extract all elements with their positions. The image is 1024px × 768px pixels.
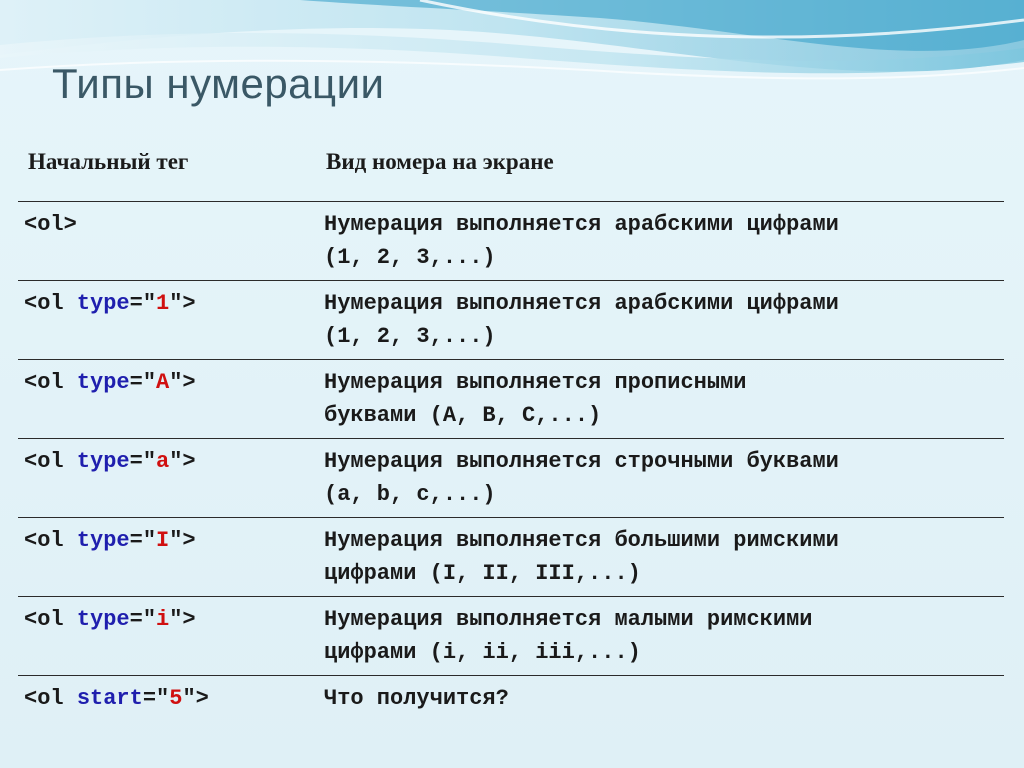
tag-attribute: type: [76, 370, 130, 395]
tag-cell: [18, 281, 324, 360]
tag-open: <ol: [24, 449, 77, 474]
table-row: [18, 676, 1004, 722]
tag-value: 5: [169, 686, 183, 711]
tag-attribute: type: [76, 449, 130, 474]
description-line: буквами (A, B, C,...): [324, 403, 602, 428]
tag-open: <ol: [24, 370, 77, 395]
tag-cell: [18, 202, 324, 281]
tag-cell: [18, 439, 324, 518]
tag-equals: =": [129, 607, 157, 632]
tag-open: <ol: [24, 528, 77, 553]
table-row: [18, 281, 1004, 360]
description-cell: [324, 202, 1004, 281]
tag-value: 1: [156, 291, 170, 316]
tag-cell: [18, 360, 324, 439]
description-line: Что получится?: [324, 686, 509, 711]
table-row: [18, 202, 1004, 281]
description-line: (a, b, c,...): [324, 482, 496, 507]
column-header-tag: Начальный тег: [18, 138, 324, 202]
description-cell: [324, 360, 1004, 439]
tag-attribute: type: [76, 528, 130, 553]
table-row: [18, 518, 1004, 597]
tag-close: ">: [169, 528, 196, 553]
table-row: [18, 360, 1004, 439]
description-cell: [324, 518, 1004, 597]
tag-value: A: [156, 370, 170, 395]
numbering-types-table: [18, 138, 1004, 721]
tag-value: a: [156, 449, 170, 474]
tag-open: <ol>: [24, 212, 77, 237]
tag-equals: =": [129, 370, 157, 395]
description-line: цифрами (i, ii, iii,...): [324, 640, 641, 665]
description-line: Нумерация выполняется арабскими цифрами: [324, 212, 839, 237]
tag-value: i: [156, 607, 170, 632]
tag-equals: =": [129, 449, 157, 474]
tag-cell: [18, 676, 324, 722]
description-line: Нумерация выполняется прописными: [324, 370, 747, 395]
table-row: [18, 439, 1004, 518]
description-line: Нумерация выполняется большими римскими: [324, 528, 839, 553]
description-line: Нумерация выполняется строчными буквами: [324, 449, 839, 474]
tag-equals: =": [129, 291, 157, 316]
tag-attribute: type: [76, 607, 130, 632]
description-cell: [324, 439, 1004, 518]
description-line: Нумерация выполняется малыми римскими: [324, 607, 813, 632]
tag-close: ">: [169, 370, 196, 395]
description-cell: [324, 676, 1004, 722]
tag-attribute: type: [76, 291, 130, 316]
tag-open: <ol: [24, 686, 77, 711]
description-line: (1, 2, 3,...): [324, 245, 496, 270]
tag-cell: [18, 518, 324, 597]
tag-value: I: [156, 528, 170, 553]
description-line: цифрами (I, II, III,...): [324, 561, 641, 586]
tag-close: ">: [169, 449, 196, 474]
tag-close: ">: [182, 686, 209, 711]
tag-open: <ol: [24, 291, 77, 316]
table-row: [18, 597, 1004, 676]
description-line: Нумерация выполняется арабскими цифрами: [324, 291, 839, 316]
description-line: (1, 2, 3,...): [324, 324, 496, 349]
table-header-row: [18, 138, 1004, 202]
tag-close: ">: [169, 607, 196, 632]
description-cell: [324, 281, 1004, 360]
tag-cell: [18, 597, 324, 676]
tag-open: <ol: [24, 607, 77, 632]
tag-close: ">: [169, 291, 196, 316]
description-cell: [324, 597, 1004, 676]
page-title: Типы нумерации: [52, 60, 385, 107]
tag-equals: =": [129, 528, 157, 553]
tag-equals: =": [142, 686, 170, 711]
column-header-display: Вид номера на экране: [324, 138, 1004, 202]
tag-attribute: start: [76, 686, 143, 711]
